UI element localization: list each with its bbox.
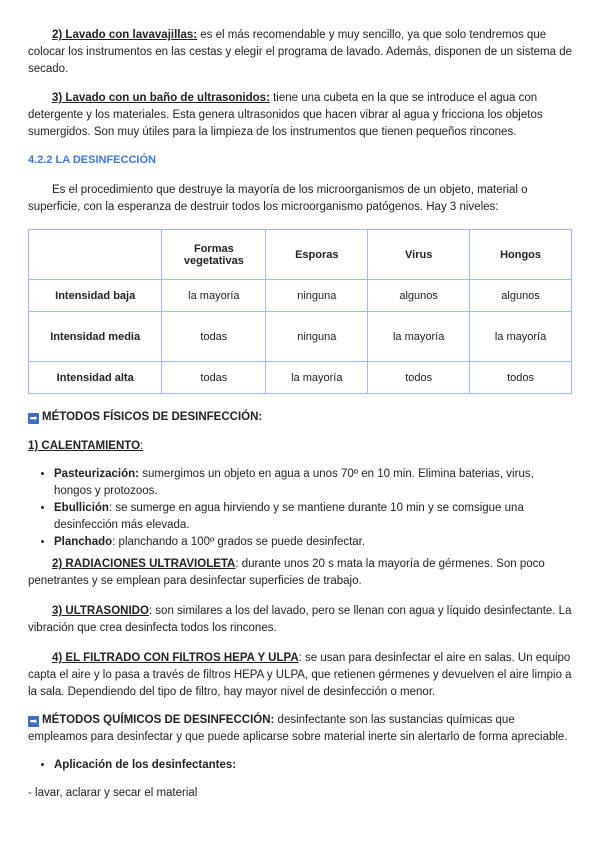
last-line: - lavar, aclarar y secar el material (28, 787, 198, 799)
ultrasonidos-lavado-title: 3) Lavado con un baño de ultrasonidos: (52, 92, 270, 104)
intro-paragraph: Es el procedimiento que destruye la mayoría de los microorganismos de un objeto, material o superficie, con la esperanza de destruir todos los microorganismo patógenos. Hay 3 niveles: (28, 184, 528, 213)
table-row (29, 312, 572, 362)
fisicos-heading-line (28, 409, 573, 426)
table-row-header: Intensidad baja (29, 280, 162, 312)
table-header-cell: Esporas (266, 230, 368, 280)
bullet-text: : se sumerge en agua hirviendo y se mantiene durante 10 min y se comsigue una desinfección más elevada. (54, 502, 524, 531)
paragraph-radiaciones (28, 556, 573, 590)
table-header-cell: Hongos (470, 230, 572, 280)
list-item (54, 534, 574, 551)
filtrado-text: : se usan para desinfectar el aire en salas. Un equipo capta el aire y lo pasa a través de filtros HEPA y ULPA, que retienen gérmenes y devuelven el aire limpio a la sala. Dependiendo del tipo de filtro, hay mayor nivel de desinfección o menor. (28, 652, 572, 698)
bullet-term: Ebullición (54, 502, 109, 514)
table-cell: ninguna (266, 280, 368, 312)
table-cell: todas (162, 362, 266, 394)
table-cell: la mayoría (368, 312, 470, 362)
ultrasonido-text: : son similares a los del lavado, pero se llenan con agua y líquido desinfectante. La vibración que crea desinfecta todos los rincones. (28, 605, 572, 634)
list-item (54, 757, 574, 774)
table-cell: la mayoría (162, 280, 266, 312)
bullet-term: Pasteurización: (54, 468, 139, 480)
fisicos-heading: MÉTODOS FÍSICOS DE DESINFECCIÓN: (42, 411, 263, 423)
table-cell: todas (162, 312, 266, 362)
aplicacion-list (28, 757, 574, 774)
table-cell: algunos (368, 280, 470, 312)
radiaciones-title: 2) RADIACIONES ULTRAVIOLETA (52, 558, 236, 570)
table-header-cell: Formas vegetativas (162, 230, 266, 280)
disinfection-levels-table (28, 229, 572, 394)
paragraph-ultrasonido (28, 603, 573, 637)
paragraph-quimicos (28, 712, 573, 746)
quimicos-text: desinfectante son las sustancias químicas que empleamos para desinfectar y que puede aplicarse sobre material inerte sin alertarlo de forma apreciable. (28, 714, 568, 743)
section-heading: 4.2.2 LA DESINFECCIÓN (28, 154, 156, 166)
list-item (54, 466, 574, 500)
paragraph-filtrado (28, 650, 573, 701)
list-item (54, 500, 574, 534)
arrow-right-icon: ➡ (29, 716, 38, 726)
filtrado-title: 4) EL FILTRADO CON FILTROS HEPA Y ULPA (52, 652, 299, 664)
lavavajillas-text: es el más recomendable y muy sencillo, ya que solo tendremos que colocar los instrumentos en las cestas y elegir el programa de lavado. Además, disponen de un sistema de secado. (28, 29, 572, 75)
paragraph-lavavajillas (28, 27, 573, 78)
paragraph-ultrasonidos-lavado (28, 90, 573, 141)
table-cell: todos (368, 362, 470, 394)
table-row-header: Intensidad media (29, 312, 162, 362)
table-cell: todos (470, 362, 572, 394)
ultrasonido-title: 3) ULTRASONIDO (52, 605, 149, 617)
calentamiento-heading (28, 438, 573, 455)
ultrasonidos-lavado-text: tiene una cubeta en la que se introduce el agua con detergente y los materiales. Esta genera ultrasonidos que hacen vibrar al agua y fricciona los objetos sumergidos. Son muy útiles para la limpieza de los instrumentos que tienen pequeños rincones. (28, 92, 543, 138)
table-cell: la mayoría (266, 362, 368, 394)
arrow-right-icon: ➡ (29, 413, 38, 423)
table-cell: la mayoría (470, 312, 572, 362)
aplicacion-heading: Aplicación de los desinfectantes: (54, 759, 237, 771)
table-row (29, 280, 572, 312)
radiaciones-text: : durante unos 20 s mata la mayoría de gérmenes. Son poco penetrantes y se emplean para desinfectar superficies de trabajo. (28, 558, 545, 587)
bullet-text: sumergimos un objeto en agua a unos 70º en 10 min. Elimina baterias, virus, hongos y protozoos. (54, 468, 534, 497)
table-row-header: Intensidad alta (29, 362, 162, 394)
table-header-cell (29, 230, 162, 280)
lavavajillas-title: 2) Lavado con lavavajillas: (52, 29, 198, 41)
table-header-cell: Virus (368, 230, 470, 280)
table-cell: ninguna (266, 312, 368, 362)
bullet-term: Planchado (54, 536, 113, 548)
calentamiento-colon: : (140, 440, 144, 452)
quimicos-title: MÉTODOS QUÍMICOS DE DESINFECCIÓN: (42, 714, 275, 726)
table-header-row (29, 230, 572, 280)
calentamiento-list (28, 466, 574, 551)
calentamiento-title: 1) CALENTAMIENTO (28, 440, 141, 452)
table-cell: algunos (470, 280, 572, 312)
table-row (29, 362, 572, 394)
bullet-text: : planchando a 100º grados se puede desinfectar. (112, 536, 366, 548)
